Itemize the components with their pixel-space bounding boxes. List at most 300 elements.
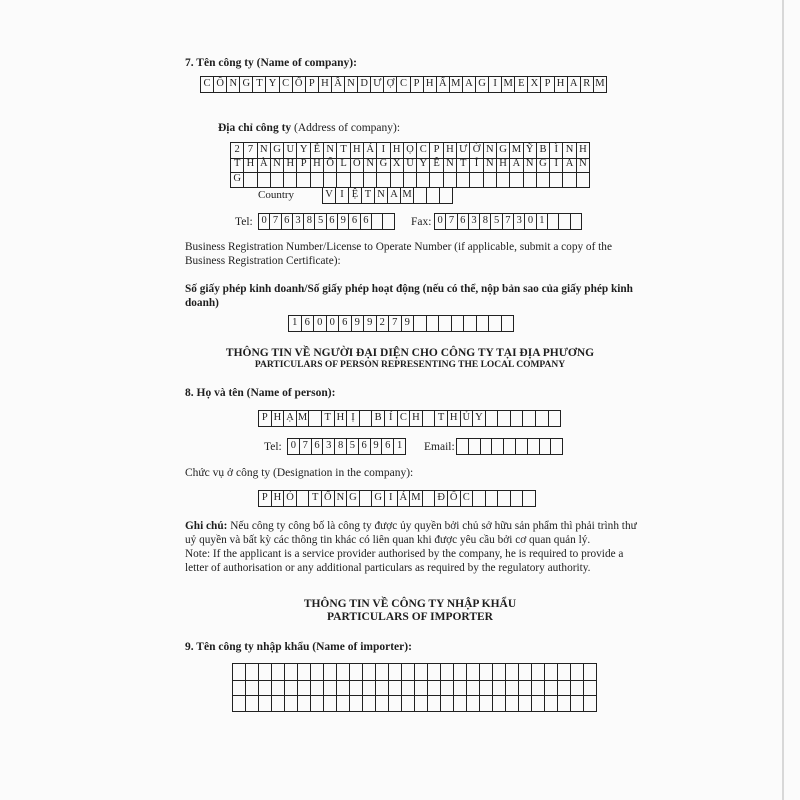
- char-box[interactable]: C: [280, 77, 293, 92]
- char-box[interactable]: 3: [514, 214, 525, 229]
- char-box[interactable]: [511, 411, 524, 426]
- char-box[interactable]: I: [385, 491, 398, 506]
- char-box[interactable]: H: [311, 157, 324, 172]
- char-box[interactable]: [454, 679, 467, 695]
- char-box[interactable]: [363, 679, 376, 695]
- char-box[interactable]: 0: [259, 214, 270, 229]
- char-box[interactable]: H: [272, 411, 285, 426]
- importer-name-field-row2[interactable]: [232, 679, 597, 696]
- char-box[interactable]: [246, 695, 259, 711]
- char-box[interactable]: [244, 172, 257, 187]
- char-box[interactable]: 5: [315, 214, 326, 229]
- char-box[interactable]: [550, 172, 563, 187]
- char-box[interactable]: [467, 679, 480, 695]
- char-box[interactable]: C: [201, 77, 214, 92]
- char-box[interactable]: N: [563, 143, 576, 158]
- char-box[interactable]: [298, 695, 311, 711]
- char-box[interactable]: Ị: [347, 411, 360, 426]
- char-box[interactable]: Ễ: [311, 143, 324, 158]
- char-box[interactable]: 2: [231, 143, 244, 158]
- char-box[interactable]: H: [497, 157, 510, 172]
- char-box[interactable]: [258, 172, 271, 187]
- char-box[interactable]: 7: [446, 214, 457, 229]
- char-box[interactable]: G: [231, 172, 244, 187]
- char-box[interactable]: [284, 172, 297, 187]
- char-box[interactable]: Í: [385, 411, 398, 426]
- char-box[interactable]: [309, 411, 322, 426]
- address-field-row2[interactable]: [230, 157, 590, 173]
- char-box[interactable]: Á: [398, 491, 411, 506]
- char-box[interactable]: [389, 664, 402, 680]
- char-box[interactable]: [506, 695, 519, 711]
- char-box[interactable]: [233, 679, 246, 695]
- char-box[interactable]: 3: [469, 214, 480, 229]
- char-box[interactable]: Ó: [284, 491, 297, 506]
- char-box[interactable]: [486, 491, 499, 506]
- license-number-field[interactable]: [288, 315, 514, 332]
- char-box[interactable]: [504, 439, 516, 454]
- char-box[interactable]: [423, 411, 436, 426]
- char-box[interactable]: [506, 679, 519, 695]
- char-box[interactable]: [537, 172, 550, 187]
- char-box[interactable]: [427, 188, 440, 203]
- char-box[interactable]: [506, 664, 519, 680]
- char-box[interactable]: 9: [402, 316, 415, 331]
- char-box[interactable]: P: [430, 143, 443, 158]
- char-box[interactable]: I: [377, 143, 390, 158]
- char-box[interactable]: [428, 695, 441, 711]
- char-box[interactable]: 7: [503, 214, 514, 229]
- char-box[interactable]: [311, 664, 324, 680]
- char-box[interactable]: 9: [352, 316, 365, 331]
- char-box[interactable]: [324, 172, 337, 187]
- char-box[interactable]: T: [231, 157, 244, 172]
- char-box[interactable]: P: [541, 77, 554, 92]
- char-box[interactable]: [516, 439, 528, 454]
- char-box[interactable]: G: [372, 491, 385, 506]
- char-box[interactable]: [571, 695, 584, 711]
- char-box[interactable]: C: [461, 491, 474, 506]
- char-box[interactable]: H: [244, 157, 257, 172]
- char-box[interactable]: [389, 679, 402, 695]
- char-box[interactable]: N: [324, 143, 337, 158]
- char-box[interactable]: N: [375, 188, 388, 203]
- char-box[interactable]: [311, 679, 324, 695]
- char-box[interactable]: [584, 695, 597, 711]
- char-box[interactable]: [480, 695, 493, 711]
- char-box[interactable]: B: [537, 143, 550, 158]
- char-box[interactable]: [272, 679, 285, 695]
- char-box[interactable]: T: [309, 491, 322, 506]
- char-box[interactable]: [551, 439, 563, 454]
- char-box[interactable]: H: [319, 77, 332, 92]
- char-box[interactable]: [402, 695, 415, 711]
- char-box[interactable]: 8: [335, 439, 347, 454]
- char-box[interactable]: 6: [361, 214, 372, 229]
- char-box[interactable]: [311, 695, 324, 711]
- char-box[interactable]: [417, 172, 430, 187]
- char-box[interactable]: [363, 695, 376, 711]
- char-box[interactable]: 0: [435, 214, 446, 229]
- char-box[interactable]: 1: [394, 439, 406, 454]
- char-box[interactable]: [350, 679, 363, 695]
- char-box[interactable]: [536, 411, 549, 426]
- char-box[interactable]: Ỹ: [524, 143, 537, 158]
- company-name-field[interactable]: [200, 76, 607, 93]
- char-box[interactable]: [441, 679, 454, 695]
- char-box[interactable]: [351, 172, 364, 187]
- char-box[interactable]: H: [351, 143, 364, 158]
- char-box[interactable]: Y: [297, 143, 310, 158]
- char-box[interactable]: I: [489, 77, 502, 92]
- char-box[interactable]: Ổ: [322, 491, 335, 506]
- char-box[interactable]: [376, 695, 389, 711]
- char-box[interactable]: 8: [304, 214, 315, 229]
- char-box[interactable]: [454, 695, 467, 711]
- char-box[interactable]: [444, 172, 457, 187]
- char-box[interactable]: [440, 188, 453, 203]
- char-box[interactable]: Ủ: [461, 411, 474, 426]
- importer-name-field-row3[interactable]: [232, 695, 597, 712]
- char-box[interactable]: [259, 679, 272, 695]
- char-box[interactable]: Ì: [550, 143, 563, 158]
- char-box[interactable]: 3: [323, 439, 335, 454]
- char-box[interactable]: [428, 664, 441, 680]
- char-box[interactable]: [415, 664, 428, 680]
- char-box[interactable]: [324, 679, 337, 695]
- char-box[interactable]: [558, 679, 571, 695]
- char-box[interactable]: 7: [244, 143, 257, 158]
- char-box[interactable]: [337, 679, 350, 695]
- char-box[interactable]: [272, 664, 285, 680]
- char-box[interactable]: [470, 172, 483, 187]
- char-box[interactable]: [558, 695, 571, 711]
- char-box[interactable]: Ư: [457, 143, 470, 158]
- char-box[interactable]: [584, 664, 597, 680]
- char-box[interactable]: [428, 679, 441, 695]
- char-box[interactable]: C: [397, 77, 410, 92]
- char-box[interactable]: G: [347, 491, 360, 506]
- char-box[interactable]: [350, 664, 363, 680]
- char-box[interactable]: [484, 172, 497, 187]
- char-box[interactable]: [549, 411, 562, 426]
- char-box[interactable]: [493, 664, 506, 680]
- char-box[interactable]: Ỉ: [470, 157, 483, 172]
- char-box[interactable]: [457, 439, 469, 454]
- char-box[interactable]: [510, 172, 523, 187]
- char-box[interactable]: [233, 695, 246, 711]
- char-box[interactable]: [415, 679, 428, 695]
- char-box[interactable]: [402, 679, 415, 695]
- char-box[interactable]: I: [550, 157, 563, 172]
- char-box[interactable]: [430, 172, 443, 187]
- char-box[interactable]: [532, 679, 545, 695]
- char-box[interactable]: R: [581, 77, 594, 92]
- char-box[interactable]: [532, 664, 545, 680]
- char-box[interactable]: [337, 172, 350, 187]
- char-box[interactable]: [523, 491, 536, 506]
- char-box[interactable]: [498, 491, 511, 506]
- char-box[interactable]: Ạ: [284, 411, 297, 426]
- char-box[interactable]: [337, 695, 350, 711]
- char-box[interactable]: [324, 695, 337, 711]
- char-box[interactable]: [439, 316, 452, 331]
- char-box[interactable]: [404, 172, 417, 187]
- char-box[interactable]: T: [337, 143, 350, 158]
- country-field[interactable]: [322, 187, 453, 204]
- char-box[interactable]: U: [284, 143, 297, 158]
- char-box[interactable]: A: [510, 157, 523, 172]
- char-box[interactable]: [524, 172, 537, 187]
- char-box[interactable]: 1: [537, 214, 548, 229]
- char-box[interactable]: [545, 664, 558, 680]
- char-box[interactable]: I: [336, 188, 349, 203]
- char-box[interactable]: À: [258, 157, 271, 172]
- char-box[interactable]: [571, 664, 584, 680]
- char-box[interactable]: X: [528, 77, 541, 92]
- char-box[interactable]: 6: [312, 439, 324, 454]
- char-box[interactable]: Ọ: [404, 143, 417, 158]
- char-box[interactable]: [519, 679, 532, 695]
- char-box[interactable]: [415, 695, 428, 711]
- char-box[interactable]: [481, 439, 493, 454]
- char-box[interactable]: N: [364, 157, 377, 172]
- char-box[interactable]: Y: [473, 411, 486, 426]
- char-box[interactable]: [285, 679, 298, 695]
- char-box[interactable]: P: [297, 157, 310, 172]
- char-box[interactable]: H: [444, 143, 457, 158]
- char-box[interactable]: [324, 664, 337, 680]
- char-box[interactable]: [467, 664, 480, 680]
- char-box[interactable]: 0: [525, 214, 536, 229]
- char-box[interactable]: A: [568, 77, 581, 92]
- char-box[interactable]: N: [345, 77, 358, 92]
- char-box[interactable]: Ư: [371, 77, 384, 92]
- char-box[interactable]: [389, 695, 402, 711]
- char-box[interactable]: A: [463, 77, 476, 92]
- char-box[interactable]: M: [450, 77, 463, 92]
- char-box[interactable]: [477, 316, 490, 331]
- char-box[interactable]: [502, 316, 515, 331]
- char-box[interactable]: G: [240, 77, 253, 92]
- char-box[interactable]: [363, 664, 376, 680]
- char-box[interactable]: [285, 695, 298, 711]
- char-box[interactable]: 9: [371, 439, 383, 454]
- char-box[interactable]: [584, 679, 597, 695]
- char-box[interactable]: [271, 172, 284, 187]
- char-box[interactable]: [285, 664, 298, 680]
- person-tel-field[interactable]: [287, 438, 406, 455]
- char-box[interactable]: 6: [302, 316, 315, 331]
- char-box[interactable]: Đ: [435, 491, 448, 506]
- char-box[interactable]: [297, 172, 310, 187]
- char-box[interactable]: 7: [389, 316, 402, 331]
- char-box[interactable]: Ờ: [470, 143, 483, 158]
- char-box[interactable]: [297, 491, 310, 506]
- char-box[interactable]: V: [323, 188, 336, 203]
- char-box[interactable]: 6: [282, 214, 293, 229]
- char-box[interactable]: Á: [364, 143, 377, 158]
- char-box[interactable]: T: [457, 157, 470, 172]
- char-box[interactable]: 7: [270, 214, 281, 229]
- char-box[interactable]: 7: [300, 439, 312, 454]
- designation-field[interactable]: [258, 490, 536, 507]
- char-box[interactable]: [364, 172, 377, 187]
- char-box[interactable]: Ệ: [349, 188, 362, 203]
- char-box[interactable]: [559, 214, 570, 229]
- char-box[interactable]: 3: [293, 214, 304, 229]
- char-box[interactable]: A: [388, 188, 401, 203]
- char-box[interactable]: 6: [349, 214, 360, 229]
- char-box[interactable]: E: [515, 77, 528, 92]
- char-box[interactable]: [571, 214, 582, 229]
- char-box[interactable]: [528, 439, 540, 454]
- char-box[interactable]: [391, 172, 404, 187]
- char-box[interactable]: P: [411, 77, 424, 92]
- char-box[interactable]: 8: [480, 214, 491, 229]
- char-box[interactable]: [233, 664, 246, 680]
- char-box[interactable]: [558, 664, 571, 680]
- char-box[interactable]: [298, 664, 311, 680]
- char-box[interactable]: T: [322, 411, 335, 426]
- char-box[interactable]: [441, 695, 454, 711]
- char-box[interactable]: N: [258, 143, 271, 158]
- char-box[interactable]: [540, 439, 552, 454]
- char-box[interactable]: [480, 679, 493, 695]
- char-box[interactable]: [414, 188, 427, 203]
- company-fax-field[interactable]: [434, 213, 582, 230]
- char-box[interactable]: H: [410, 411, 423, 426]
- char-box[interactable]: M: [502, 77, 515, 92]
- char-box[interactable]: P: [306, 77, 319, 92]
- char-box[interactable]: T: [362, 188, 375, 203]
- char-box[interactable]: Ẩ: [437, 77, 450, 92]
- char-box[interactable]: U: [404, 157, 417, 172]
- char-box[interactable]: M: [410, 491, 423, 506]
- char-box[interactable]: [467, 695, 480, 711]
- char-box[interactable]: [498, 411, 511, 426]
- char-box[interactable]: Ổ: [293, 77, 306, 92]
- char-box[interactable]: [427, 316, 440, 331]
- char-box[interactable]: H: [391, 143, 404, 158]
- char-box[interactable]: N: [484, 143, 497, 158]
- char-box[interactable]: [532, 695, 545, 711]
- char-box[interactable]: [272, 695, 285, 711]
- char-box[interactable]: 9: [364, 316, 377, 331]
- char-box[interactable]: [480, 664, 493, 680]
- char-box[interactable]: 5: [347, 439, 359, 454]
- char-box[interactable]: H: [272, 491, 285, 506]
- char-box[interactable]: 6: [339, 316, 352, 331]
- char-box[interactable]: N: [335, 491, 348, 506]
- char-box[interactable]: [563, 172, 576, 187]
- char-box[interactable]: [259, 664, 272, 680]
- char-box[interactable]: [489, 316, 502, 331]
- char-box[interactable]: Ố: [324, 157, 337, 172]
- char-box[interactable]: [492, 439, 504, 454]
- char-box[interactable]: [372, 214, 383, 229]
- char-box[interactable]: M: [510, 143, 523, 158]
- char-box[interactable]: A: [563, 157, 576, 172]
- char-box[interactable]: 1: [289, 316, 302, 331]
- char-box[interactable]: [246, 679, 259, 695]
- char-box[interactable]: [486, 411, 499, 426]
- char-box[interactable]: [452, 316, 465, 331]
- address-field-row3[interactable]: [230, 172, 590, 188]
- char-box[interactable]: G: [377, 157, 390, 172]
- char-box[interactable]: 5: [491, 214, 502, 229]
- char-box[interactable]: G: [476, 77, 489, 92]
- char-box[interactable]: [383, 214, 394, 229]
- char-box[interactable]: [545, 679, 558, 695]
- char-box[interactable]: N: [444, 157, 457, 172]
- char-box[interactable]: T: [253, 77, 266, 92]
- char-box[interactable]: Ố: [448, 491, 461, 506]
- char-box[interactable]: [360, 411, 373, 426]
- char-box[interactable]: [469, 439, 481, 454]
- char-box[interactable]: [457, 172, 470, 187]
- char-box[interactable]: 0: [327, 316, 340, 331]
- char-box[interactable]: H: [284, 157, 297, 172]
- char-box[interactable]: N: [524, 157, 537, 172]
- char-box[interactable]: Ô: [214, 77, 227, 92]
- char-box[interactable]: [464, 316, 477, 331]
- char-box[interactable]: 2: [377, 316, 390, 331]
- char-box[interactable]: N: [227, 77, 240, 92]
- char-box[interactable]: [360, 491, 373, 506]
- char-box[interactable]: G: [271, 143, 284, 158]
- char-box[interactable]: C: [398, 411, 411, 426]
- char-box[interactable]: 0: [314, 316, 327, 331]
- char-box[interactable]: L: [337, 157, 350, 172]
- char-box[interactable]: [402, 664, 415, 680]
- char-box[interactable]: [377, 172, 390, 187]
- char-box[interactable]: B: [372, 411, 385, 426]
- char-box[interactable]: [519, 664, 532, 680]
- char-box[interactable]: [454, 664, 467, 680]
- char-box[interactable]: C: [417, 143, 430, 158]
- char-box[interactable]: Y: [417, 157, 430, 172]
- char-box[interactable]: X: [391, 157, 404, 172]
- char-box[interactable]: [376, 664, 389, 680]
- char-box[interactable]: 6: [382, 439, 394, 454]
- char-box[interactable]: [519, 695, 532, 711]
- char-box[interactable]: M: [297, 411, 310, 426]
- char-box[interactable]: H: [555, 77, 568, 92]
- char-box[interactable]: H: [335, 411, 348, 426]
- char-box[interactable]: Ầ: [332, 77, 345, 92]
- char-box[interactable]: [414, 316, 427, 331]
- char-box[interactable]: [548, 214, 559, 229]
- char-box[interactable]: M: [401, 188, 414, 203]
- char-box[interactable]: 6: [359, 439, 371, 454]
- char-box[interactable]: [423, 491, 436, 506]
- char-box[interactable]: N: [577, 157, 590, 172]
- person-name-field[interactable]: [258, 410, 561, 427]
- char-box[interactable]: [473, 491, 486, 506]
- char-box[interactable]: [441, 664, 454, 680]
- char-box[interactable]: G: [497, 143, 510, 158]
- char-box[interactable]: N: [484, 157, 497, 172]
- char-box[interactable]: Ợ: [384, 77, 397, 92]
- char-box[interactable]: H: [424, 77, 437, 92]
- char-box[interactable]: [311, 172, 324, 187]
- char-box[interactable]: M: [594, 77, 607, 92]
- char-box[interactable]: [337, 664, 350, 680]
- char-box[interactable]: Ê: [430, 157, 443, 172]
- char-box[interactable]: [246, 664, 259, 680]
- char-box[interactable]: N: [271, 157, 284, 172]
